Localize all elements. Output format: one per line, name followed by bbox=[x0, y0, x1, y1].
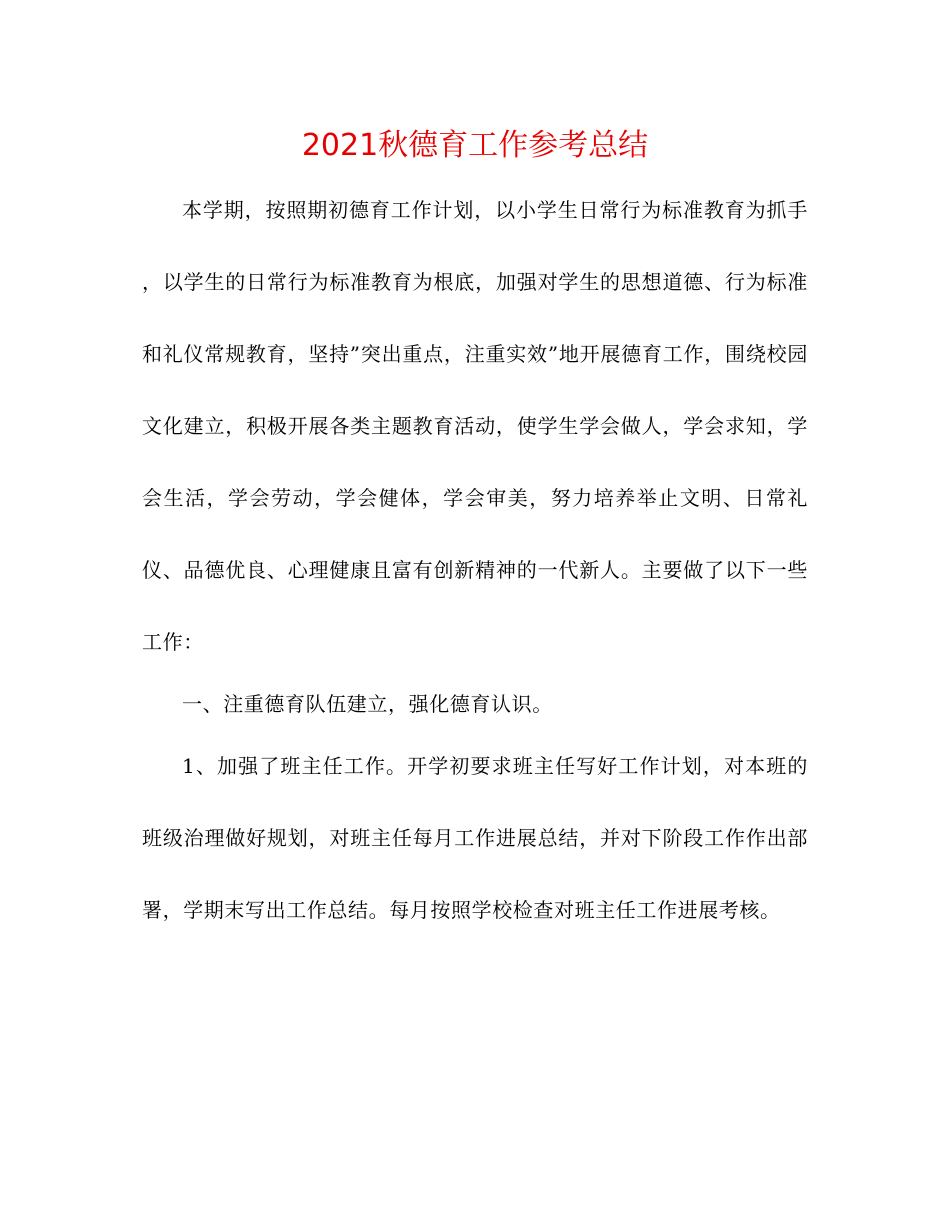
paragraph-intro: 本学期，按照期初德育工作计划，以小学生日常行为标准教育为抓手 ，以学生的日常行为标准教育为根底，加强对学生的思想道德、行为标准和礼仪常规教育，坚持”突出重点，注重实效”地开展德育工作，围绕校园文化建立，积极开展各类主题教育活动，使学生学会做人，学会求知，学会生活，学会劳动，学会健体，学会审美，努力培养举止文明、日常礼仪、品德优良、心理健康且富有创新精神的一代新人。主要做了以下一些工作： bbox=[142, 198, 808, 654]
document-title: 2021秋德育工作参考总结 bbox=[301, 128, 649, 163]
paragraph-section-heading: 一、注重德育队伍建立，强化德育认识。 bbox=[182, 692, 553, 716]
document-body bbox=[142, 174, 808, 946]
paragraph-item-1: 1、加强了班主任工作。开学初要求班主任写好工作计划，对本班的班级治理做好规划，对班主任每月工作进展总结，并对下阶段工作作出部署，学期末写出工作总结。每月按照学校检查对班主任工作进展考核。 bbox=[142, 754, 808, 922]
